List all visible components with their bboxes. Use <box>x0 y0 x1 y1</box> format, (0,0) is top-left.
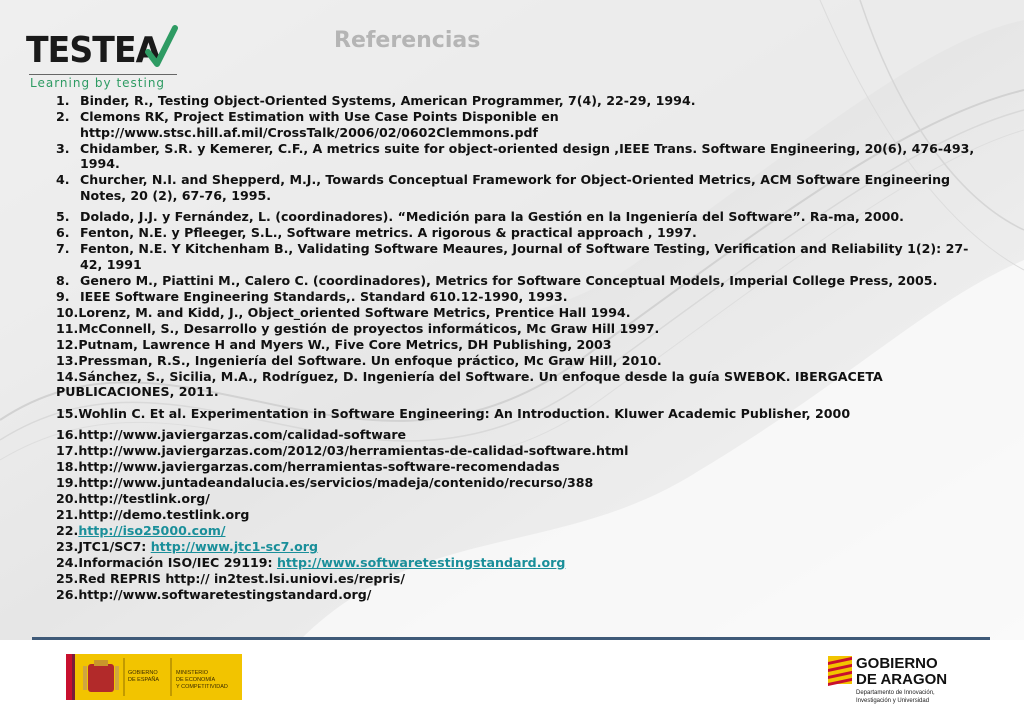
reference-text: Binder, R., Testing Object-Oriented Systems, American Programmer, 7(4), 22-29, 1994. <box>80 93 696 108</box>
reference-text: Clemons RK, Project Estimation with Use Case Points Disponible en http://www.stsc.hill.af.mil/CrossTalk/2006/02/0602Clemmons.pdf <box>80 109 559 140</box>
reference-item <box>56 491 986 507</box>
reference-item <box>56 321 986 337</box>
reference-item <box>56 443 986 459</box>
reference-number: 22. <box>56 523 79 538</box>
reference-item <box>56 459 986 475</box>
logo-text: DE ESPAÑA <box>128 677 160 683</box>
reference-text: http://www.juntadeandalucia.es/servicios/madeja/contenido/recurso/388 <box>78 475 594 490</box>
reference-item <box>56 369 986 400</box>
testea-logo <box>26 24 186 94</box>
reference-item <box>56 305 986 321</box>
reference-number: 1. <box>56 93 70 108</box>
reference-text: McConnell, S., Desarrollo y gestión de proyectos informáticos, Mc Graw Hill 1997. <box>78 320 660 336</box>
reference-text: Wohlin C. Et al. Experimentation in Software Engineering: An Introduction. Kluwer Academic Publisher, 2000 <box>78 405 851 421</box>
logo-wordmark: TESTEA <box>26 30 161 71</box>
reference-item <box>56 353 986 369</box>
reference-number: 8. <box>56 272 70 288</box>
reference-item <box>56 406 986 422</box>
logo-text: Departamento de Innovación, <box>856 690 935 696</box>
reference-item <box>56 523 986 539</box>
gobierno-aragon-logo <box>828 652 978 706</box>
reference-item <box>56 241 986 272</box>
reference-item <box>56 289 986 305</box>
reference-item <box>56 475 986 491</box>
logo-text: DE ECONOMÍA <box>176 677 216 683</box>
reference-number: 12. <box>56 336 79 352</box>
reference-text: Red REPRIS http:// in2test.lsi.uniovi.es/repris/ <box>78 571 406 586</box>
reference-number: 7. <box>56 241 70 256</box>
reference-text: http://testlink.org/ <box>78 491 210 506</box>
reference-text: Pressman, R.S., Ingeniería del Software. Un enfoque práctico, Mc Graw Hill, 2010. <box>78 352 662 368</box>
logo-text: Y COMPETITIVIDAD <box>176 684 228 690</box>
reference-number: 19. <box>56 475 79 490</box>
reference-link[interactable]: http://www.softwaretestingstandard.org <box>276 555 566 570</box>
reference-text: http://demo.testlink.org <box>78 507 250 522</box>
footer-divider <box>32 637 990 640</box>
reference-number: 15. <box>56 405 79 421</box>
reference-number: 11. <box>56 320 79 336</box>
reference-text: Churcher, N.I. and Shepperd, M.J., Towards Conceptual Framework for Object-Oriented Metrics, ACM Software Engineering Notes, 20 (2), 67-76, 1995. <box>80 172 951 203</box>
reference-number: 2. <box>56 109 70 124</box>
reference-text: Fenton, N.E. y Pfleeger, S.L., Software metrics. A rigorous & practical approach , 1997. <box>80 225 697 240</box>
reference-number: 3. <box>56 140 70 156</box>
reference-number: 14. <box>56 368 79 384</box>
reference-item <box>56 337 986 353</box>
page-title: Referencias <box>334 28 481 53</box>
logo-text: DE ARAGON <box>856 671 948 688</box>
reference-item <box>56 427 986 443</box>
reference-number: 13. <box>56 352 79 368</box>
reference-text: IEEE Software Engineering Standards,. Standard 610.12-1990, 1993. <box>80 288 568 304</box>
reference-item <box>56 587 986 603</box>
reference-number: 26. <box>56 587 79 602</box>
reference-item <box>56 109 986 140</box>
reference-item <box>56 571 986 587</box>
reference-item <box>56 555 986 571</box>
references-list <box>56 93 986 603</box>
reference-text: http://www.javiergarzas.com/2012/03/herramientas-de-calidad-software.html <box>78 443 629 458</box>
reference-text: Fenton, N.E. Y Kitchenham B., Validating Software Meaures, Journal of Software Testing, Verification and Reliability 1(2): 27-42, 1991 <box>80 241 969 272</box>
reference-text: http://www.javiergarzas.com/calidad-software <box>78 427 407 442</box>
reference-item <box>56 273 986 289</box>
reference-item <box>56 141 986 172</box>
logo-tagline: Learning by testing <box>30 76 166 90</box>
reference-text: Sánchez, S., Sicilia, M.A., Rodríguez, D. Ingeniería del Software. Un enfoque desde la guía SWEBOK. IBERGACETA PUBLICACIONES, 2011. <box>56 368 883 399</box>
logo-divider <box>29 74 177 75</box>
reference-link[interactable]: http://iso25000.com/ <box>78 523 226 538</box>
reference-number: 20. <box>56 491 79 506</box>
reference-text: Dolado, J.J. y Fernández, L. (coordinadores). “Medición para la Gestión en la Ingeniería del Software”. Ra-ma, 2000. <box>80 209 904 224</box>
reference-number: 24. <box>56 555 79 570</box>
reference-link[interactable]: http://www.jtc1-sc7.org <box>150 539 319 554</box>
reference-item <box>56 172 986 203</box>
reference-number: 5. <box>56 209 70 224</box>
reference-number: 16. <box>56 427 79 442</box>
reference-item <box>56 93 986 109</box>
reference-number: 4. <box>56 172 70 187</box>
reference-text: Chidamber, S.R. y Kemerer, C.F., A metrics suite for object-oriented design ,IEEE Trans. Software Engineering, 20(6), 476-493, 1994. <box>80 140 975 171</box>
reference-text: Putnam, Lawrence H and Myers W., Five Core Metrics, DH Publishing, 2003 <box>78 336 612 352</box>
aragon-flag-icon <box>828 656 852 686</box>
reference-number: 9. <box>56 288 70 304</box>
reference-item <box>56 225 986 241</box>
reference-text: Genero M., Piattini M., Calero C. (coordinadores), Metrics for Software Conceptual Models, Imperial College Press, 2005. <box>80 272 938 288</box>
reference-text: Lorenz, M. and Kidd, J., Object_oriented Software Metrics, Prentice Hall 1994. <box>78 304 631 320</box>
gobierno-espana-logo <box>66 654 242 700</box>
reference-number: 6. <box>56 225 70 240</box>
reference-text: Información ISO/IEC 29119: <box>78 555 277 570</box>
reference-item <box>56 539 986 555</box>
reference-item <box>56 507 986 523</box>
logo-text: GOBIERNO <box>856 655 938 672</box>
reference-number: 18. <box>56 459 79 474</box>
logo-text: Investigación y Universidad <box>856 698 930 704</box>
reference-text: http://www.javiergarzas.com/herramientas-software-recomendadas <box>78 459 560 474</box>
logo-text: GOBIERNO <box>128 670 158 676</box>
reference-number: 23. <box>56 539 79 554</box>
logo-text: MINISTERIO <box>176 670 209 676</box>
reference-number: 21. <box>56 507 79 522</box>
reference-text: JTC1/SC7: <box>78 539 151 554</box>
reference-number: 25. <box>56 571 79 586</box>
reference-item <box>56 209 986 225</box>
reference-text: http://www.softwaretestingstandard.org/ <box>78 587 372 602</box>
reference-number: 17. <box>56 443 79 458</box>
reference-number: 10. <box>56 304 79 320</box>
checkmark-icon <box>144 24 178 68</box>
